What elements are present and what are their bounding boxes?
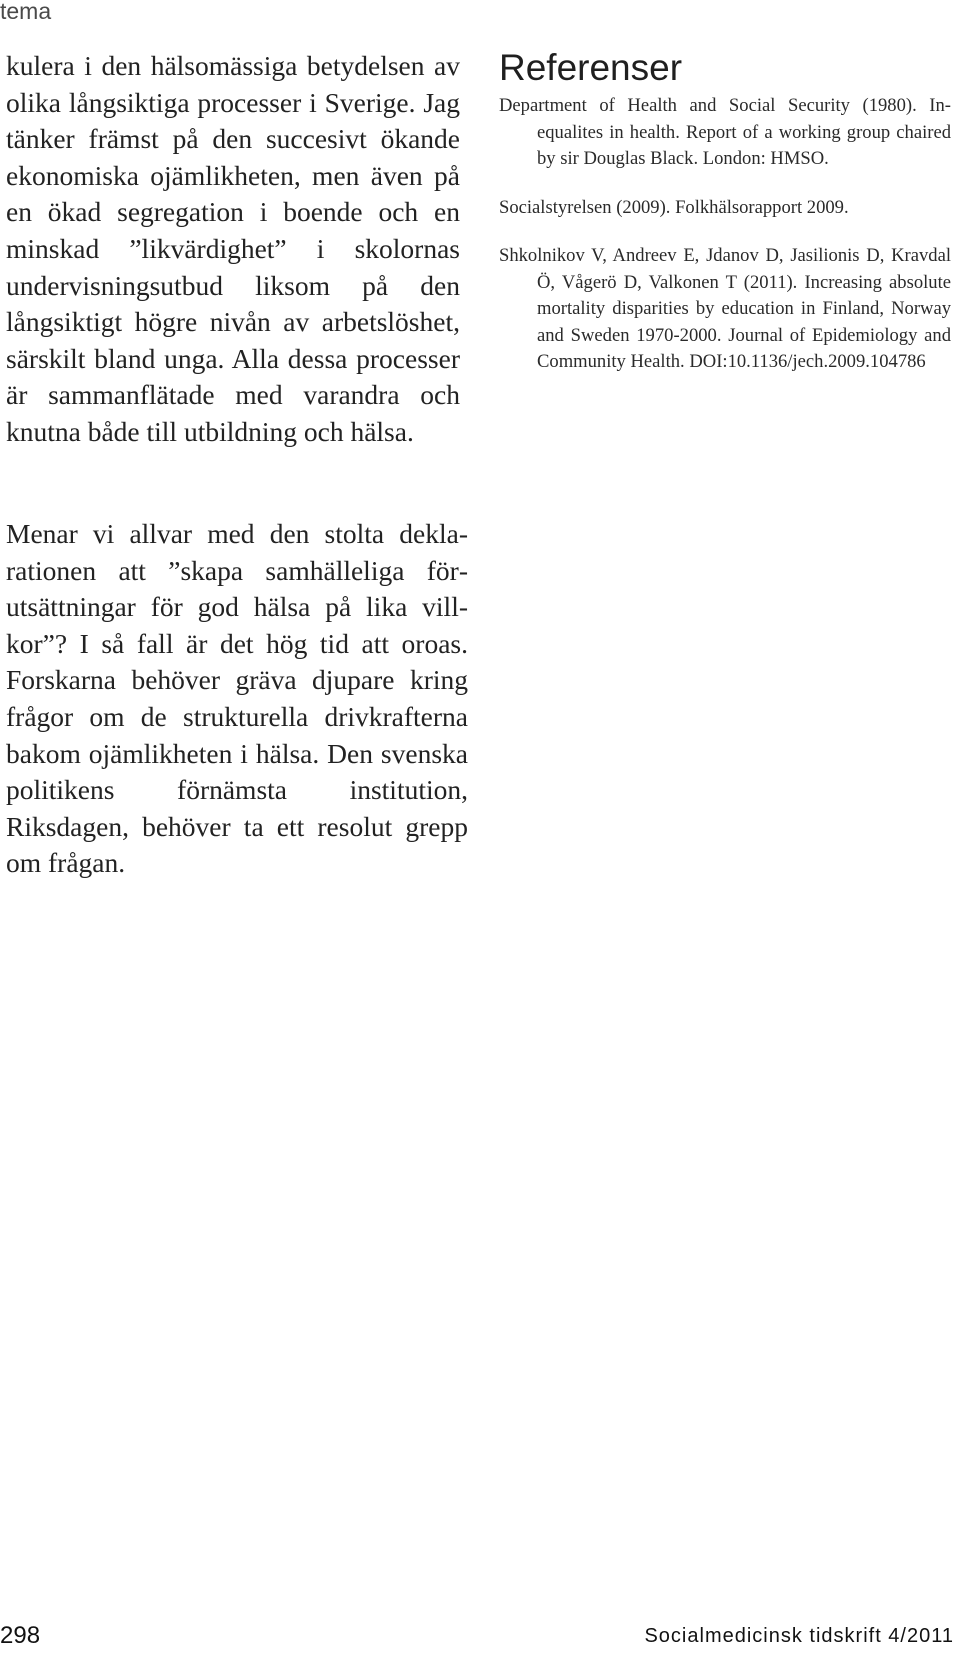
section-tag: tema <box>0 0 52 24</box>
article-column-bottom <box>6 516 468 882</box>
reference-item: Shkolnikov V, Andreev E, Jdanov D, Jasilionis D, Kravdal Ö, Vågerö D, Valkonen T (2011). Increasing absolute mortality disparities by education in Finland, Norway and Sweden 1970-2000. Journal of Epidemiology and Community Health. DOI:10.1136/jech.2009.104786 <box>499 245 951 372</box>
references-heading: Referenser <box>499 47 683 88</box>
page-number: 298 <box>0 1622 41 1649</box>
reference-item: Socialstyrelsen (2009). Folkhälsorapport 2009. <box>499 196 849 218</box>
body-paragraph: Menar vi allvar med den stolta deklarationen att ”skapa samhälleliga förutsättningar för god hälsa på lika villkor”? I så fall är det hög tid att oroas. Forskarna behöver gräva djupare kring frågor om de strukturella drivkrafterna bakom ojämlikheten i hälsa. Den svenska politikens förnämsta institution, Riksdagen, behöver ta ett resolut grepp om frågan. <box>6 518 468 879</box>
body-paragraph: kulera i den hälsomässiga betydelsen av olika långsiktiga processer i Sverige. Jag tänker främst på den succesivt ökande ekonomiska ojämlikheten, men även på en ökad segregation i boende och en minskad ”likvärdighet” i skolornas undervisningsutbud liksom på den långsiktigt högre nivån av arbetslöshet, särskilt bland unga. Alla dessa processer är sammanflätade med varandra och knutna både till utbildning och hälsa. <box>6 50 460 447</box>
references-section <box>499 46 951 398</box>
reference-item: Department of Health and Social Security (1980). Inequalites in health. Report of a working group chaired by sir Douglas Black. London: HMSO. <box>499 95 951 169</box>
article-column-top <box>6 48 460 451</box>
journal-name: Socialmedicinsk tidskrift 4/2011 <box>644 1625 954 1647</box>
